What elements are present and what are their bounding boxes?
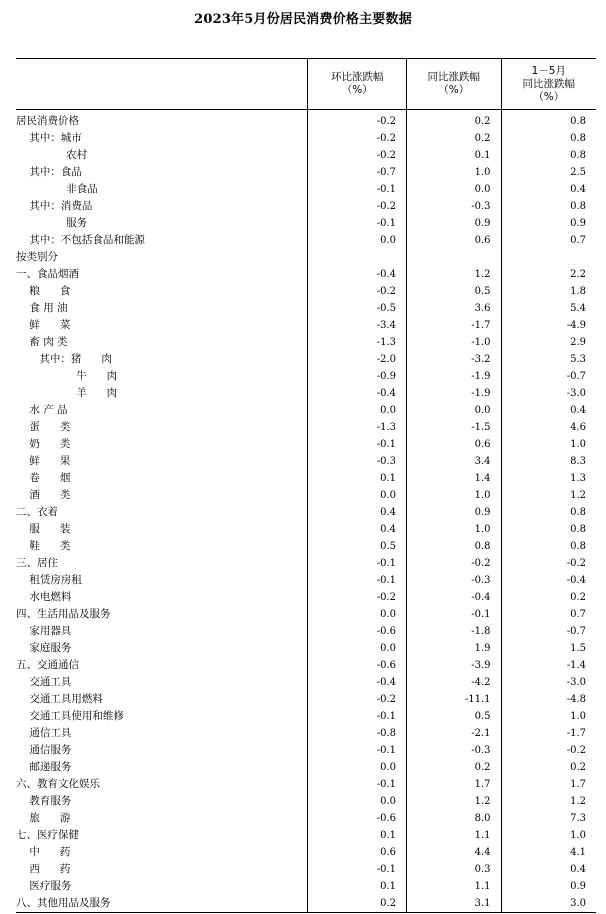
header-ytd-line3: （%） xyxy=(533,90,565,103)
yoy-value: 0.6 xyxy=(474,439,491,450)
label-column xyxy=(16,110,307,912)
header-mom-line2: （%） xyxy=(341,84,373,96)
ytd-value: 0.4 xyxy=(570,184,587,195)
ytd-value: 0.4 xyxy=(570,405,587,416)
mom-value: -0.2 xyxy=(376,150,396,161)
mom-value: -0.5 xyxy=(376,303,396,314)
ytd-value: -0.7 xyxy=(566,626,587,637)
row-label: 七、医疗保健 xyxy=(16,829,79,841)
yoy-value: 1.0 xyxy=(474,524,491,535)
row-label: 邮递服务 xyxy=(16,761,72,773)
mom-value: 0.0 xyxy=(380,609,396,620)
page-title: 2023年5月份居民消费价格主要数据 xyxy=(194,12,412,27)
header-ytd-line1: 1－5月 xyxy=(531,64,566,77)
ytd-value: 1.0 xyxy=(570,830,587,841)
yoy-value: -11.1 xyxy=(464,694,491,705)
ytd-value: -0.7 xyxy=(566,371,587,382)
row-label: 五、交通通信 xyxy=(16,659,79,671)
ytd-value: -1.4 xyxy=(566,660,587,671)
row-label: 交通工具 xyxy=(16,676,72,688)
mom-value: 0.0 xyxy=(380,796,396,807)
header-yoy-line1: 同比涨跌幅 xyxy=(427,71,480,83)
row-label: 通信工具 xyxy=(16,727,72,739)
ytd-value: 8.3 xyxy=(570,456,587,467)
yoy-value: 1.9 xyxy=(474,643,491,654)
yoy-value: -3.9 xyxy=(471,660,491,671)
ytd-value: 1.8 xyxy=(570,286,587,297)
ytd-value: 0.8 xyxy=(570,116,587,127)
mom-value: -0.1 xyxy=(376,864,396,875)
ytd-value: 0.8 xyxy=(570,150,587,161)
row-label: 教育服务 xyxy=(16,795,72,807)
mom-value: -0.1 xyxy=(376,575,396,586)
mom-value: -0.1 xyxy=(376,439,396,450)
ytd-value: 5.3 xyxy=(570,354,587,365)
ytd-value: 0.9 xyxy=(570,218,587,229)
row-label: 通信服务 xyxy=(16,744,72,756)
mom-value: 0.4 xyxy=(380,507,396,518)
row-label: 家用器具 xyxy=(16,625,72,637)
row-label: 旅 游 xyxy=(16,812,71,824)
ytd-value: -4.9 xyxy=(566,320,587,331)
row-label: 蛋 类 xyxy=(16,421,71,433)
ytd-value: -4.8 xyxy=(566,694,587,705)
yoy-value: 8.0 xyxy=(474,813,491,824)
ytd-value: 1.2 xyxy=(570,796,587,807)
row-label: 其中：城市 xyxy=(16,132,82,144)
mom-value: -0.1 xyxy=(376,779,396,790)
ytd-value: 7.3 xyxy=(570,813,587,824)
ytd-value: 0.8 xyxy=(570,507,587,518)
row-label: 二、衣着 xyxy=(16,506,58,518)
row-label: 鲜 菜 xyxy=(16,319,71,331)
header-ytd-line2: 同比涨跌幅 xyxy=(522,77,575,90)
header-yoy-line2: （%） xyxy=(438,84,470,96)
mom-value: 0.0 xyxy=(380,235,396,246)
mom-value: 0.1 xyxy=(380,473,396,484)
ytd-value: 2.2 xyxy=(570,269,587,280)
yoy-value: -0.2 xyxy=(471,558,491,569)
row-label: 四、生活用品及服务 xyxy=(16,608,111,620)
mom-value: -0.4 xyxy=(376,269,396,280)
yoy-value: 0.9 xyxy=(474,218,491,229)
mom-value: -0.1 xyxy=(376,558,396,569)
row-label: 一、食品烟酒 xyxy=(16,268,79,280)
ytd-value: -3.0 xyxy=(566,388,587,399)
ytd-column xyxy=(501,110,597,912)
row-label: 医疗服务 xyxy=(16,880,72,892)
mom-value: 0.0 xyxy=(380,490,396,501)
mom-value: -0.2 xyxy=(376,133,396,144)
mom-value: 0.5 xyxy=(380,541,396,552)
yoy-value: -1.5 xyxy=(471,422,491,433)
header-mom xyxy=(307,59,406,109)
row-label: 交通工具用燃料 xyxy=(16,693,103,705)
yoy-column xyxy=(406,110,501,912)
row-label: 粮 食 xyxy=(16,285,71,297)
yoy-value: 0.2 xyxy=(474,133,491,144)
ytd-value: 1.5 xyxy=(570,643,587,654)
mom-value: 0.0 xyxy=(380,643,396,654)
yoy-value: 0.9 xyxy=(474,507,491,518)
row-label: 其中：消费品 xyxy=(16,200,93,212)
row-label: 三、居住 xyxy=(16,557,58,569)
yoy-value: 0.0 xyxy=(474,184,491,195)
yoy-value: -1.9 xyxy=(471,388,491,399)
mom-value: -0.6 xyxy=(376,813,396,824)
row-label: 鲜 果 xyxy=(16,455,71,467)
yoy-value: -1.0 xyxy=(471,337,491,348)
yoy-value: -0.3 xyxy=(471,575,491,586)
yoy-value: 0.5 xyxy=(474,286,491,297)
row-label: 交通工具使用和维修 xyxy=(16,710,124,722)
yoy-value: 0.2 xyxy=(474,762,491,773)
ytd-value: 0.2 xyxy=(570,592,587,603)
mom-value: -0.1 xyxy=(376,711,396,722)
mom-value: -0.2 xyxy=(376,592,396,603)
yoy-value: 4.4 xyxy=(474,847,491,858)
mom-value: 0.1 xyxy=(380,830,396,841)
ytd-value: 5.4 xyxy=(570,303,587,314)
row-label: 居民消费价格 xyxy=(16,115,79,127)
header-yoy xyxy=(406,59,501,109)
header-ytd xyxy=(501,59,597,109)
header-mom-line1: 环比涨跌幅 xyxy=(330,71,384,83)
yoy-value: 0.1 xyxy=(474,150,491,161)
yoy-value: -0.3 xyxy=(471,745,491,756)
row-label: 其中：食品 xyxy=(16,166,82,178)
row-label: 服务 xyxy=(16,217,88,229)
ytd-value: 0.2 xyxy=(570,762,587,773)
mom-value: -0.3 xyxy=(376,456,396,467)
ytd-value: 0.4 xyxy=(570,864,587,875)
mom-value: -0.4 xyxy=(376,388,396,399)
ytd-value: 0.8 xyxy=(570,524,587,535)
yoy-value: 0.8 xyxy=(474,541,491,552)
mom-value: -0.2 xyxy=(376,201,396,212)
yoy-value: 0.2 xyxy=(474,116,491,127)
mom-value: -0.6 xyxy=(376,626,396,637)
yoy-value: 0.5 xyxy=(474,711,491,722)
cpi-table xyxy=(16,58,596,913)
ytd-value: -0.2 xyxy=(566,745,587,756)
table-header xyxy=(16,58,596,110)
yoy-value: 1.0 xyxy=(474,490,491,501)
ytd-value: 1.3 xyxy=(570,473,587,484)
row-label: 其中：猪 肉 xyxy=(16,353,112,365)
mom-value: -0.1 xyxy=(376,184,396,195)
yoy-value: 1.7 xyxy=(474,779,491,790)
yoy-value: 0.3 xyxy=(474,864,491,875)
yoy-value: -2.1 xyxy=(471,728,491,739)
yoy-value: -0.3 xyxy=(471,201,491,212)
yoy-value: 3.4 xyxy=(474,456,491,467)
row-label: 羊 肉 xyxy=(16,387,118,399)
ytd-value: 0.7 xyxy=(570,235,587,246)
row-label: 食 用 油 xyxy=(16,302,68,314)
ytd-value: 3.0 xyxy=(570,898,587,909)
row-label: 家庭服务 xyxy=(16,642,72,654)
mom-value: 0.4 xyxy=(380,524,396,535)
mom-value: -0.6 xyxy=(376,660,396,671)
yoy-value: -0.1 xyxy=(471,609,491,620)
ytd-value: -0.4 xyxy=(566,575,587,586)
mom-column xyxy=(307,110,406,912)
mom-value: -0.7 xyxy=(376,167,396,178)
mom-value: -3.4 xyxy=(376,320,396,331)
yoy-value: 1.1 xyxy=(474,881,491,892)
mom-value: -0.2 xyxy=(376,116,396,127)
mom-value: -1.3 xyxy=(376,422,396,433)
row-label: 租赁房房租 xyxy=(16,574,82,586)
yoy-value: -1.9 xyxy=(471,371,491,382)
row-label: 水电燃料 xyxy=(16,591,72,603)
ytd-value: 2.9 xyxy=(570,337,587,348)
mom-value: -1.3 xyxy=(376,337,396,348)
yoy-value: 1.2 xyxy=(474,796,491,807)
ytd-value: 1.7 xyxy=(570,779,587,790)
mom-value: -0.9 xyxy=(376,371,396,382)
yoy-value: 1.1 xyxy=(474,830,491,841)
ytd-value: 4.1 xyxy=(570,847,587,858)
mom-value: 0.2 xyxy=(380,898,396,909)
mom-value: -2.0 xyxy=(376,354,396,365)
row-label: 中 药 xyxy=(16,846,71,858)
yoy-value: 1.0 xyxy=(474,167,491,178)
header-category xyxy=(16,59,307,109)
ytd-value: 0.7 xyxy=(570,609,587,620)
mom-value: -0.1 xyxy=(376,218,396,229)
row-label: 非食品 xyxy=(16,183,98,195)
yoy-value xyxy=(407,249,501,266)
mom-value: -0.1 xyxy=(376,745,396,756)
ytd-value: 0.8 xyxy=(570,201,587,212)
row-label: 服 装 xyxy=(16,523,71,535)
yoy-value: -1.7 xyxy=(471,320,491,331)
mom-value: -0.8 xyxy=(376,728,396,739)
row-label: 六、教育文化娱乐 xyxy=(16,778,100,790)
yoy-value: 3.1 xyxy=(474,898,491,909)
yoy-value: -3.2 xyxy=(471,354,491,365)
yoy-value: 1.4 xyxy=(474,473,491,484)
row-label: 鞋 类 xyxy=(16,540,71,552)
mom-value xyxy=(308,249,406,266)
row-label: 农村 xyxy=(16,149,88,161)
ytd-value: -0.2 xyxy=(566,558,587,569)
ytd-value: 1.2 xyxy=(570,490,587,501)
table-body xyxy=(16,110,596,913)
ytd-value: -3.0 xyxy=(566,677,587,688)
ytd-value: -1.7 xyxy=(566,728,587,739)
mom-value: 0.0 xyxy=(380,405,396,416)
ytd-value: 0.8 xyxy=(570,541,587,552)
yoy-value: -1.8 xyxy=(471,626,491,637)
yoy-value: 0.6 xyxy=(474,235,491,246)
row-label: 卷 烟 xyxy=(16,472,71,484)
row-label: 八、其他用品及服务 xyxy=(16,897,111,909)
row-label: 水 产 品 xyxy=(16,404,68,416)
ytd-value xyxy=(502,249,597,266)
mom-value: 0.0 xyxy=(380,762,396,773)
mom-value: 0.6 xyxy=(380,847,396,858)
mom-value: -0.2 xyxy=(376,286,396,297)
yoy-value: 3.6 xyxy=(474,303,491,314)
row-label: 奶 类 xyxy=(16,438,71,450)
ytd-value: 4.6 xyxy=(570,422,587,433)
row-label: 按类别分 xyxy=(16,251,58,263)
ytd-value: 1.0 xyxy=(570,439,587,450)
mom-value: -0.2 xyxy=(376,694,396,705)
ytd-value: 2.5 xyxy=(570,167,587,178)
row-label: 其中：不包括食品和能源 xyxy=(16,234,145,246)
ytd-value: 1.0 xyxy=(570,711,587,722)
row-label: 西 药 xyxy=(16,863,71,875)
row-label: 牛 肉 xyxy=(16,370,118,382)
mom-value: -0.4 xyxy=(376,677,396,688)
ytd-value: 0.8 xyxy=(570,133,587,144)
ytd-value: 0.9 xyxy=(570,881,587,892)
row-label: 酒 类 xyxy=(16,489,71,501)
yoy-value: -0.4 xyxy=(471,592,491,603)
yoy-value: -4.2 xyxy=(471,677,491,688)
mom-value: 0.1 xyxy=(380,881,396,892)
yoy-value: 0.0 xyxy=(474,405,491,416)
yoy-value: 1.2 xyxy=(474,269,491,280)
row-label: 畜 肉 类 xyxy=(16,336,68,348)
